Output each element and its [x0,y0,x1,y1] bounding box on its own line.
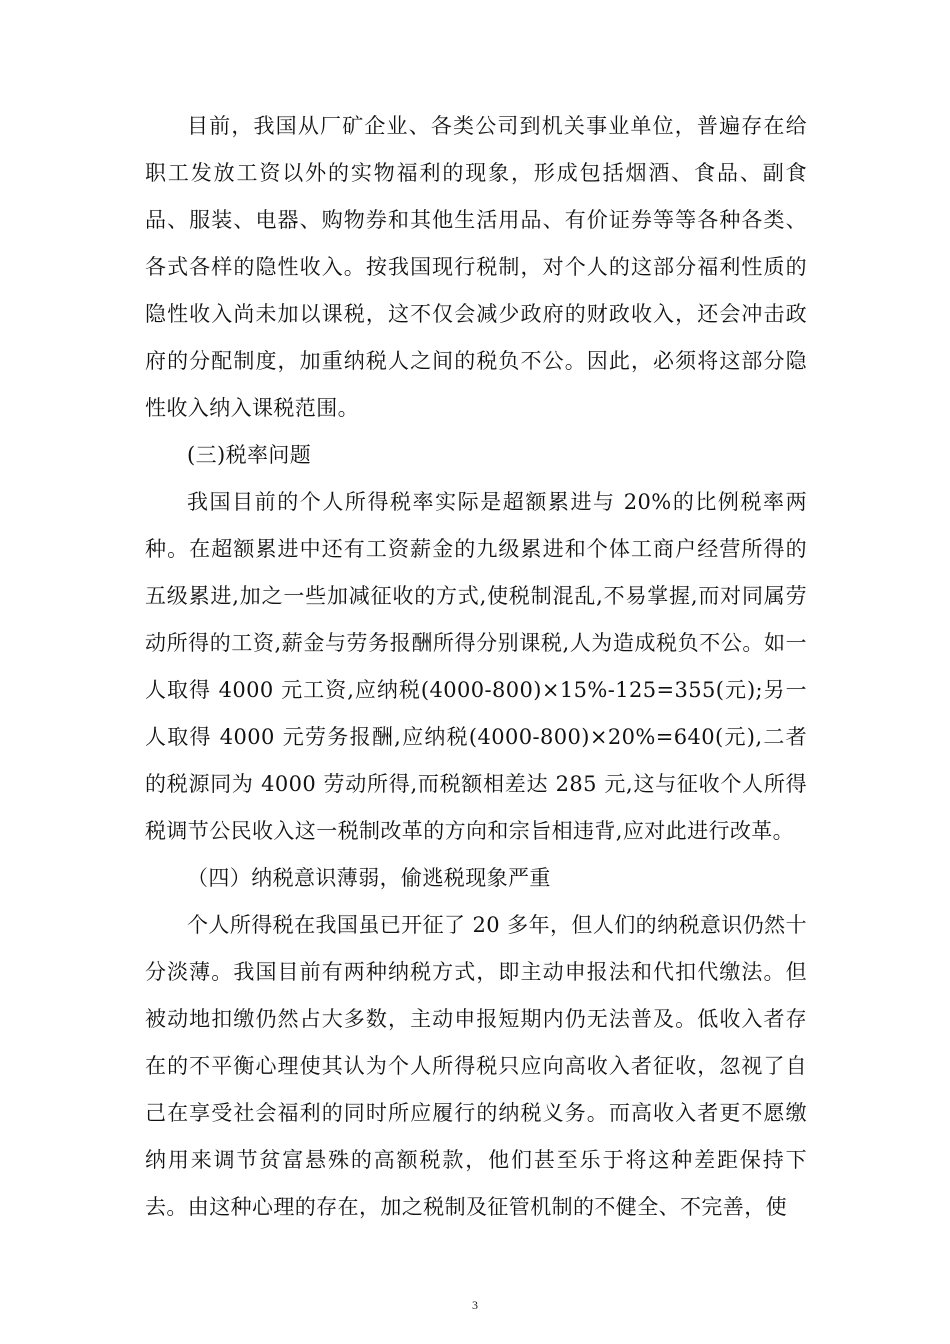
paragraph-tax-rate: 我国目前的个人所得税率实际是超额累进与 20%的比例税率两种。在超额累进中还有工资薪金的九级累进和个体工商户经营所得的五级累进,加之一些加减征收的方式,使税制混乱,不易掌握,而对同属劳动所得的工资,薪金与劳务报酬所得分别课税,人为造成税负不公。如一人取得 4000 元工资,应纳税(4000-800)×15%-125=355(元);另一人取得 4000 元劳务报酬,应纳税(4000-800)×20%=640(元),二者的税源同为 4000 劳动所得,而税额相差达 285 元,这与征收个人所得税调节公民收入这一税制改革的方向和宗旨相违背,应对此进行改革。 [145,490,807,843]
section-heading-tax-awareness: （四）纳税意识薄弱，偷逃税现象严重 [187,866,551,890]
page-body [145,103,807,1231]
paragraph-tax-awareness: 个人所得税在我国虽已开征了 20 多年，但人们的纳税意识仍然十分淡薄。我国目前有两种纳税方式，即主动申报法和代扣代缴法。但被动地扣缴仍然占大多数，主动申报短期内仍无法普及。低收入者存在的不平衡心理使其认为个人所得税只应向高收入者征收，忽视了自己在享受社会福利的同时所应履行的纳税义务。而高收入者更不愿缴纳用来调节贫富悬殊的高额税款，他们甚至乐于将这种差距保持下去。由这种心理的存在，加之税制及征管机制的不健全、不完善，使 [145,913,807,1219]
section-heading-tax-rate: (三)税率问题 [187,443,312,467]
page-number: 3 [472,1298,478,1312]
paragraph-hidden-income: 目前，我国从厂矿企业、各类公司到机关事业单位，普遍存在给职工发放工资以外的实物福利的现象，形成包括烟酒、食品、副食品、服装、电器、购物券和其他生活用品、有价证券等等各种各类、各式各样的隐性收入。按我国现行税制，对个人的这部分福利性质的隐性收入尚未加以课税，这不仅会减少政府的财政收入，还会冲击政府的分配制度，加重纳税人之间的税负不公。因此，必须将这部分隐性收入纳入课税范围。 [145,114,807,420]
